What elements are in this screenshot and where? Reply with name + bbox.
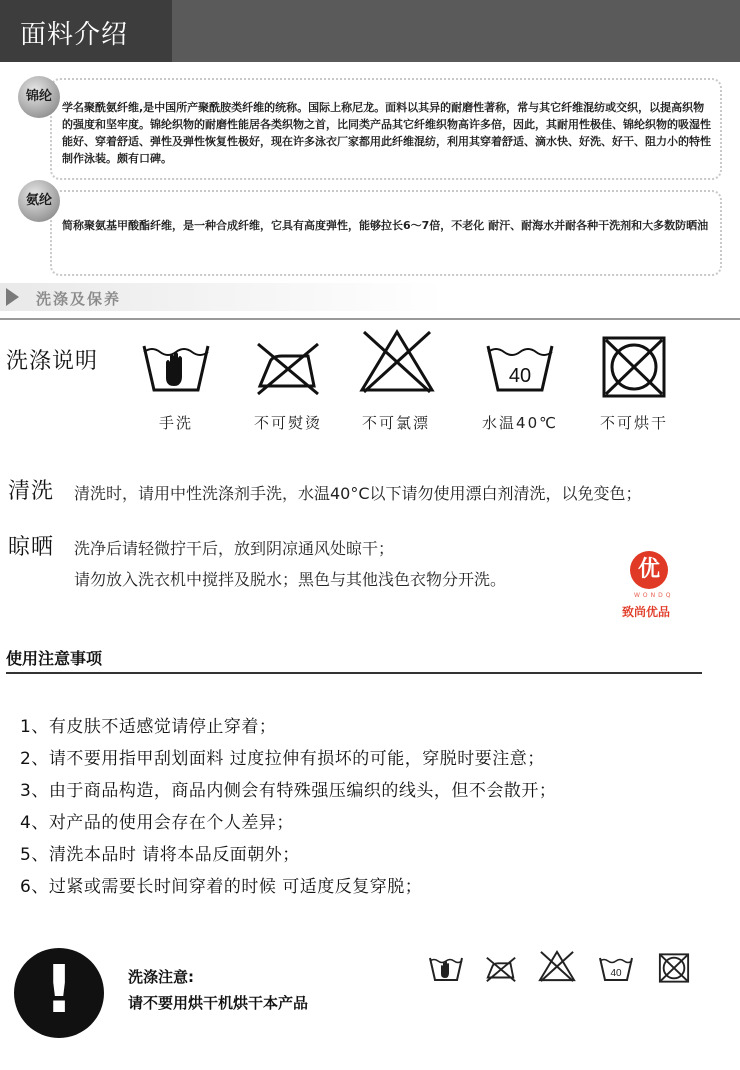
no-tumble-dry-icon [600, 334, 668, 400]
notes-divider [6, 672, 702, 674]
warning-title: 洗涤注意: [128, 968, 194, 986]
care-label-hand-wash: 手洗 [158, 414, 193, 432]
wash-temp-number-small: 40 [610, 968, 622, 979]
notes-title: 使用注意事项 [6, 649, 103, 668]
hand-wash-icon [140, 338, 212, 398]
note-item: 5、清洗本品时 请将本品反面朝外； [20, 845, 300, 865]
hand-wash-icon [428, 954, 464, 984]
exclamation-icon: ! [43, 951, 75, 1028]
fabric-badge-spandex: 氨纶 [18, 180, 60, 222]
no-bleach-icon [538, 948, 576, 984]
no-iron-icon [484, 954, 518, 984]
brand-logo: 优 [630, 551, 668, 589]
clean-title: 清洗 [8, 479, 55, 504]
care-label-no-iron: 不可熨烫 [253, 414, 322, 432]
care-label-wash-40: 水温40℃ [482, 414, 558, 432]
care-label-no-dry: 不可烘干 [599, 414, 668, 432]
note-item: 4、对产品的使用会存在个人差异； [20, 813, 294, 833]
care-section-label: 洗涤及保养 [36, 290, 122, 308]
brand-name: 致尚优品 [622, 605, 671, 619]
dry-text-line-2: 请勿放入洗衣机中搅拌及脱水；黑色与其他浅色衣物分开洗。 [74, 570, 507, 589]
note-item: 2、请不要用指甲刮划面料 过度拉伸有损坏的可能，穿脱时要注意； [20, 749, 545, 769]
note-item: 1、有皮肤不适感觉请停止穿着； [20, 717, 277, 737]
fabric-desc-nylon: 学名聚酰氨纤维,是中国所产聚酰胺类纤维的统称。国际上称尼龙。面料以其异的耐磨性著称，常与其它纤维混纺或交织，以提高织物的强度和坚牢度。锦纶织物的耐磨性能居各类织物之首，比同类产品其它纤维织物高许多倍，因此，其耐用性极佳、锦纶织物的吸湿性能好、穿着舒适、弹性及弹性恢复性极好，现在许多泳衣厂家都用此纤维混纺，利用其穿着舒适、滴水快、好洗、好干、阻力小的特性制作泳装。颇有口碑。 [62, 101, 711, 165]
header-fill [172, 0, 740, 62]
dry-title: 晾晒 [8, 535, 55, 560]
wash-temp-number: 40 [508, 365, 532, 387]
wash-40-icon [598, 954, 634, 984]
fabric-desc-spandex: 简称聚氨基甲酸酯纤维，是一种合成纤维，它具有高度弹性，能够拉长6～7倍，不老化 耐汗、耐海水并耐各种干洗剂和大多数防晒油 [62, 219, 709, 232]
care-label-no-bleach: 不可氯漂 [361, 414, 430, 432]
divider [0, 318, 740, 320]
page-title: 面料介绍 [20, 20, 129, 50]
note-item: 3、由于商品构造，商品内侧会有特殊强压编织的线头，但不会散开； [20, 781, 557, 801]
no-iron-icon [252, 338, 324, 398]
dry-text-line-1: 洗净后请轻微拧干后，放到阴凉通风处晾干； [74, 539, 395, 558]
no-bleach-icon [358, 326, 436, 396]
warning-text: 请不要用烘干机烘干本产品 [128, 994, 309, 1012]
fabric-badge-nylon: 锦纶 [18, 76, 60, 118]
brand-logo-subtext: WONDQ [634, 592, 674, 599]
note-item: 6、过紧或需要长时间穿着的时候 可适度反复穿脱； [20, 877, 423, 897]
triangle-arrow-icon [6, 288, 19, 306]
clean-text: 清洗时，请用中性洗涤剂手洗，水温40°C以下请勿使用漂白剂清洗，以免变色； [74, 484, 642, 503]
wash-instructions-title: 洗涤说明 [6, 349, 99, 374]
no-tumble-dry-icon [658, 952, 690, 984]
wash-40-icon [484, 338, 556, 398]
